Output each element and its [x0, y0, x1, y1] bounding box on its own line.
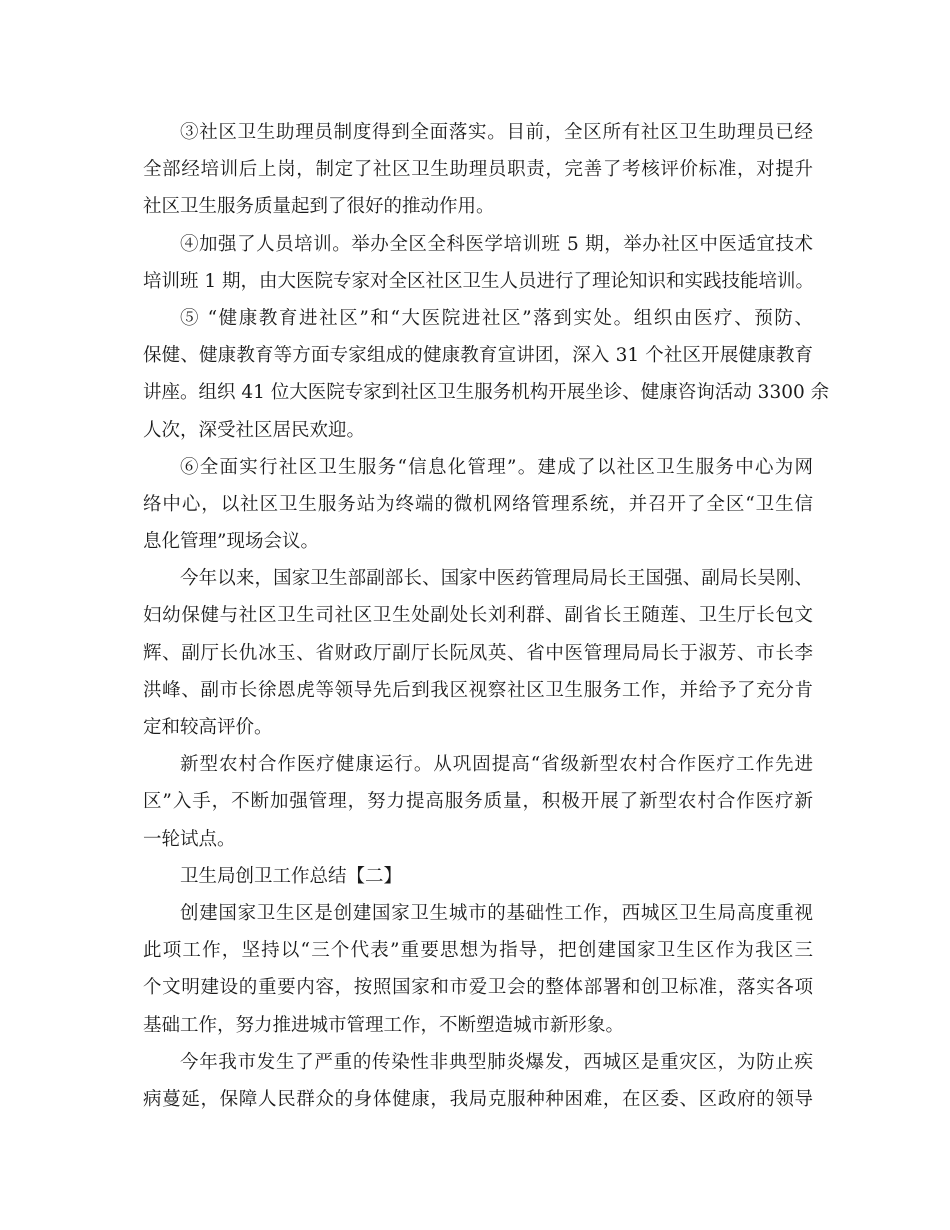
text-line: 人次，深受社区居民欢迎。: [143, 419, 366, 441]
text-line: 此项工作，坚持以“三个代表”重要思想为指导，把创建国家卫生区作为我区三: [143, 940, 813, 962]
text-line: ⑤ “健康教育进社区”和“大医院进社区”落到实处。组织由医疗、预防、: [180, 307, 813, 329]
section-heading-two: [143, 858, 813, 895]
text-line: 辉、副厅长仇冰玉、省财政厅副厅长阮凤英、省中医管理局局长于淑芳、市长李: [143, 642, 813, 664]
text-line: 社区卫生服务质量起到了很好的推动作用。: [143, 196, 495, 218]
paragraph-leader-visits: [143, 560, 813, 746]
text-line: 讲座。组织 41 位大医院专家到社区卫生服务机构开展坐诊、健康咨询活动 3300 余: [143, 382, 830, 404]
text-line: 基础工作，努力推进城市管理工作，不断塑造城市新形象。: [143, 1014, 625, 1036]
text-line: 个文明建设的重要内容，按照国家和市爱卫会的整体部署和创卫标准，落实各项: [143, 977, 813, 999]
text-line: ④加强了人员培训。举办全区全科医学培训班 5 期，举办社区中医适宜技术: [180, 233, 813, 255]
text-line: 保健、健康教育等方面专家组成的健康教育宣讲团，深入 31 个社区开展健康教育: [143, 345, 813, 367]
paragraph-sars-outbreak: [143, 1044, 813, 1118]
paragraph-rural-cooperative: [143, 746, 813, 858]
text-line: 卫生局创卫工作总结【二】: [180, 865, 403, 887]
paragraph-national-sanitary-district: [143, 895, 813, 1044]
text-line: 定和较高评价。: [143, 717, 273, 738]
text-line: 创建国家卫生区是创建国家卫生城市的基础性工作，西城区卫生局高度重视: [180, 902, 813, 924]
text-line: ③社区卫生助理员制度得到全面落实。目前，全区所有社区卫生助理员已经: [180, 122, 813, 143]
text-line: 全部经培训后上岗，制定了社区卫生助理员职责，完善了考核评价标准，对提升: [143, 159, 813, 181]
document-body: [143, 114, 830, 1118]
text-line: 今年我市发生了严重的传染性非典型肺炎爆发，西城区是重灾区，为防止疾: [180, 1051, 813, 1073]
text-line: 新型农村合作医疗健康运行。从巩固提高“省级新型农村合作医疗工作先进: [180, 754, 813, 776]
text-line: 病蔓延，保障人民群众的身体健康，我局克服种种困难，在区委、区政府的领导: [143, 1088, 813, 1110]
text-line: 妇幼保健与社区卫生司社区卫生处副处长刘利群、副省长王随莲、卫生厅长包文: [143, 605, 813, 627]
text-line: 息化管理”现场会议。: [143, 531, 319, 553]
text-line: 络中心，以社区卫生服务站为终端的微机网络管理系统，并召开了全区“卫生信: [143, 493, 813, 515]
text-line: 区”入手，不断加强管理，努力提高服务质量，积极开展了新型农村合作医疗新: [143, 791, 813, 813]
paragraph-health-education: [143, 300, 830, 449]
text-line: 一轮试点。: [143, 828, 236, 850]
text-line: ⑥全面实行社区卫生服务“信息化管理”。建成了以社区卫生服务中心为网: [180, 456, 813, 478]
paragraph-assistant-system: [143, 114, 813, 226]
paragraph-staff-training: [143, 226, 813, 300]
text-line: 今年以来，国家卫生部副部长、国家中医药管理局局长王国强、副局长吴刚、: [180, 568, 813, 590]
paragraph-information-management: [143, 449, 813, 561]
text-line: 洪峰、副市长徐恩虎等领导先后到我区视察社区卫生服务工作，并给予了充分肯: [143, 679, 813, 701]
text-line: 培训班 1 期，由大医院专家对全区社区卫生人员进行了理论知识和实践技能培训。: [143, 270, 815, 292]
